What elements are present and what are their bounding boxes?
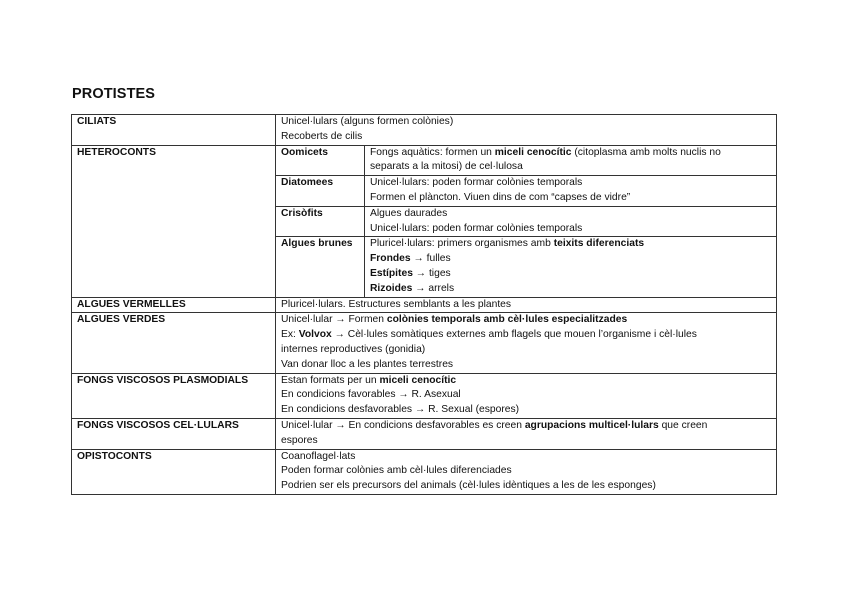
row-label-opistoconts: OPISTOCONTS <box>72 449 276 494</box>
row-desc-algues-vermelles <box>276 297 777 313</box>
row-label-algues-verdes: ALGUES VERDES <box>72 313 276 373</box>
row-label-algues-vermelles: ALGUES VERMELLES <box>72 297 276 313</box>
table-row <box>72 313 777 373</box>
desc-line: internes reproductives (gonidia) <box>281 343 426 355</box>
desc-line: separats a la mitosi) de cel·lulosa <box>370 161 523 173</box>
page-title: PROTISTES <box>72 86 156 102</box>
desc-line: En condicions favorables → R. Asexual <box>281 389 461 401</box>
sub-label-algues-brunes: Algues brunes <box>276 237 365 297</box>
row-label-heteroconts: HETEROCONTS <box>72 145 276 297</box>
desc-line: Poden formar colònies amb cèl·lules diferenciades <box>281 465 512 477</box>
protists-table <box>71 114 777 495</box>
desc-line: Estípites → tiges <box>370 267 451 279</box>
row-label-fongs-plasmodials: FONGS VISCOSOS PLASMODIALS <box>72 373 276 418</box>
desc-line: Fongs aquàtics: formen un miceli cenocític (citoplasma amb molts nuclis no <box>370 146 721 158</box>
sub-desc-crisofits <box>365 206 777 237</box>
desc-line: Estan formats per un miceli cenocític <box>281 374 457 386</box>
table-row <box>72 297 777 313</box>
desc-line: Algues daurades <box>370 207 448 219</box>
desc-line: En condicions desfavorables → R. Sexual (espores) <box>281 404 520 416</box>
desc-line: Unicel·lulars (alguns formen colònies) <box>281 116 454 127</box>
desc-line: Pluricel·lulars: primers organismes amb teixits diferenciats <box>370 238 645 250</box>
desc-line: Unicel·lular → En condicions desfavorables es creen agrupacions multicel·lulars que creen <box>281 419 708 431</box>
desc-line: Formen el plàncton. Viuen dins de com “capses de vidre” <box>370 191 631 203</box>
table-row <box>72 449 777 494</box>
row-desc-opistoconts <box>276 449 777 494</box>
sub-label-oomicets: Oomicets <box>276 145 365 176</box>
sub-desc-algues-brunes <box>365 237 777 297</box>
desc-line: Recoberts de cilis <box>281 130 363 142</box>
table-row <box>72 418 777 449</box>
row-desc-algues-verdes <box>276 313 777 373</box>
row-desc-fongs-plasmodials <box>276 373 777 418</box>
desc-line: Podrien ser els precursors del animals (cèl·lules idèntiques a les de les esponges) <box>281 480 656 492</box>
desc-line: Frondes → fulles <box>370 253 451 265</box>
desc-line: Unicel·lulars: poden formar colònies temporals <box>370 222 583 234</box>
desc-line: Unicel·lulars: poden formar colònies temporals <box>370 177 583 189</box>
row-desc-fongs-cellulars <box>276 418 777 449</box>
desc-line: Coanoflagel·lats <box>281 450 356 462</box>
row-label-ciliats: CILIATS <box>72 115 276 146</box>
desc-line: espores <box>281 434 318 446</box>
sub-label-diatomees: Diatomees <box>276 176 365 207</box>
desc-line: Rizoides → arrels <box>370 282 455 294</box>
row-label-fongs-cellulars: FONGS VISCOSOS CEL·LULARS <box>72 418 276 449</box>
table-row <box>72 373 777 418</box>
desc-line: Unicel·lular → Formen colònies temporals amb cèl·lules especialitzades <box>281 314 628 326</box>
desc-line: Van donar lloc a les plantes terrestres <box>281 358 454 370</box>
table-row <box>72 145 777 176</box>
sub-desc-oomicets <box>365 145 777 176</box>
desc-line: Ex: Volvox → Cèl·lules somàtiques externes amb flagels que mouen l’organisme i cèl·lules <box>281 329 697 341</box>
table-row <box>72 115 777 146</box>
sub-desc-diatomees <box>365 176 777 207</box>
row-desc-ciliats <box>276 115 777 146</box>
sub-label-crisofits: Crisòfits <box>276 206 365 237</box>
desc-line: Pluricel·lulars. Estructures semblants a les plantes <box>281 298 512 310</box>
